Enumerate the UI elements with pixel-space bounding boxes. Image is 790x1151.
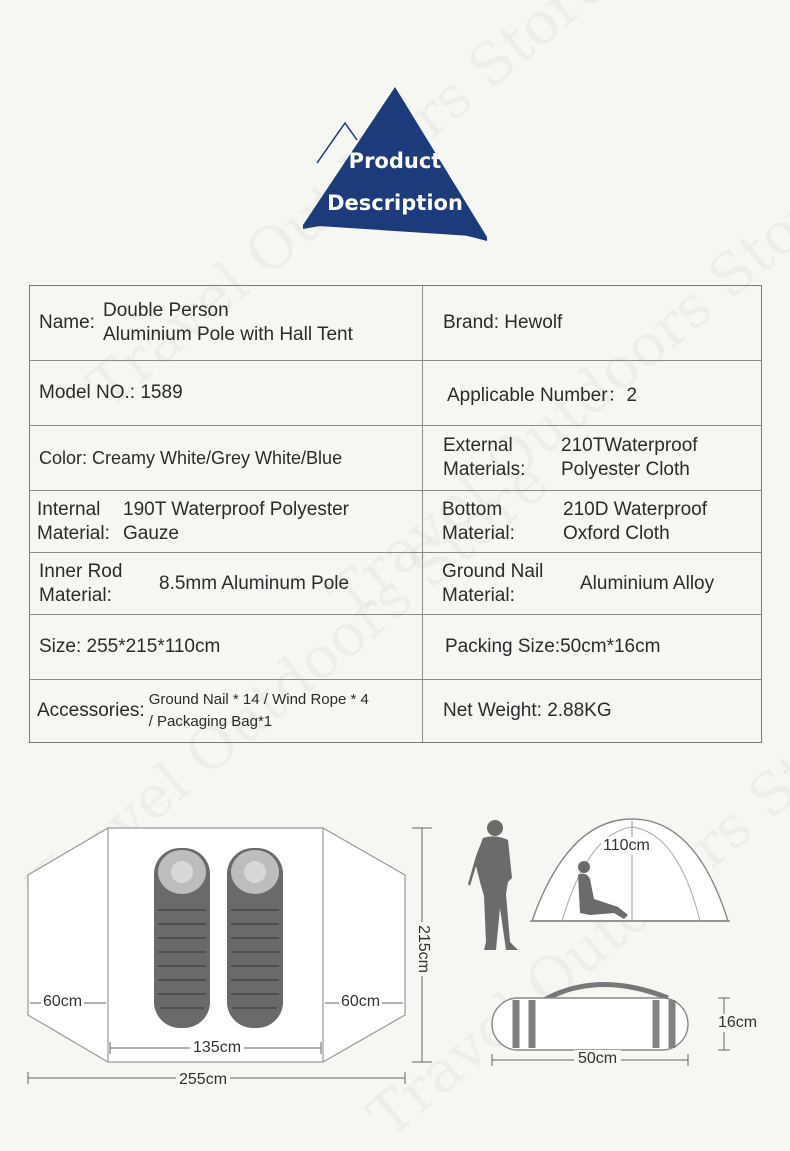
color-cell: Color: Creamy White/Grey White/Blue bbox=[30, 426, 423, 490]
internal-label-line: Material: bbox=[37, 522, 110, 544]
tent-side-view bbox=[528, 815, 733, 927]
external-materials-cell bbox=[423, 426, 761, 490]
size-cell: Size: 255*215*110cm bbox=[30, 615, 423, 679]
header-title-line1: Product bbox=[348, 149, 442, 173]
name-value-line: Aluminium Pole with Hall Tent bbox=[102, 324, 353, 345]
accessories-cell bbox=[30, 680, 423, 742]
internal-value-line: Gauze bbox=[123, 522, 179, 544]
dim-total-width: 255cm bbox=[176, 1071, 230, 1089]
external-value bbox=[561, 434, 698, 482]
inner-rod-cell bbox=[30, 553, 423, 614]
accessories-value-line: / Packaging Bag*1 bbox=[148, 713, 273, 730]
bottom-label-line: Material: bbox=[442, 522, 515, 544]
dim-depth: 215cm bbox=[414, 922, 432, 976]
ground-nail-label-line: Ground Nail bbox=[442, 560, 544, 582]
inner-rod-label bbox=[39, 560, 151, 608]
bottom-material-cell bbox=[423, 491, 761, 552]
name-cell bbox=[30, 286, 423, 360]
bottom-value-line: Oxford Cloth bbox=[563, 522, 670, 544]
spec-row bbox=[30, 614, 761, 679]
accessories-value-line: Ground Nail * 14 / Wind Rope * 4 bbox=[148, 691, 369, 708]
bottom-label-line: Bottom bbox=[442, 498, 503, 520]
internal-value bbox=[123, 498, 349, 546]
bottom-value bbox=[563, 498, 707, 546]
dim-bag-length: 50cm bbox=[574, 1050, 621, 1068]
external-label bbox=[443, 434, 561, 482]
spec-table bbox=[29, 285, 762, 743]
internal-label bbox=[37, 498, 123, 546]
sleeping-bag-icon bbox=[154, 848, 210, 1028]
model-cell: Model NO.: 1589 bbox=[30, 361, 423, 425]
inner-rod-label-line: Inner Rod bbox=[39, 560, 123, 582]
net-weight-cell: Net Weight: 2.88KG bbox=[443, 700, 612, 721]
packing-size-cell: Packing Size:50cm*16cm bbox=[445, 636, 661, 657]
dim-inner-width: 135cm bbox=[190, 1039, 244, 1057]
spec-row bbox=[30, 286, 761, 360]
ground-nail-label bbox=[442, 560, 572, 608]
spec-row bbox=[30, 360, 761, 425]
name-value bbox=[103, 299, 353, 347]
brand-cell: Brand: Hewolf bbox=[443, 312, 563, 333]
applicable-number-cell: Applicable Number：2 bbox=[447, 384, 638, 406]
external-value-line: Polyester Cloth bbox=[561, 459, 690, 480]
header-title-line2: Description bbox=[327, 191, 463, 215]
external-label-line: External bbox=[443, 435, 513, 456]
floor-plan-diagram bbox=[20, 820, 440, 1100]
external-label-line: Materials: bbox=[443, 459, 526, 480]
sleeping-bag-icon bbox=[227, 848, 283, 1028]
internal-label-line: Internal bbox=[37, 498, 101, 520]
bottom-value-line: 210D Waterproof bbox=[563, 498, 707, 520]
dim-height: 110cm bbox=[603, 837, 650, 854]
product-description-header bbox=[295, 85, 495, 245]
external-value-line: 210TWaterproof bbox=[561, 435, 698, 456]
accessories-label: Accessories: bbox=[37, 700, 145, 721]
ground-nail-value: Aluminium Alloy bbox=[580, 572, 715, 594]
name-label: Name: bbox=[39, 312, 95, 333]
dim-side-right: 60cm bbox=[341, 993, 381, 1010]
person-icon bbox=[466, 816, 526, 956]
internal-value-line: 190T Waterproof Polyester bbox=[123, 498, 349, 520]
bottom-label bbox=[442, 498, 563, 546]
dim-bag-diameter: 16cm bbox=[718, 1014, 758, 1031]
inner-rod-label-line: Material: bbox=[39, 584, 112, 606]
accessories-value bbox=[149, 689, 369, 733]
spec-row bbox=[30, 679, 761, 742]
spec-row bbox=[30, 425, 761, 490]
ground-nail-cell bbox=[423, 553, 761, 614]
ground-nail-label-line: Material: bbox=[442, 584, 515, 606]
spec-row bbox=[30, 490, 761, 552]
dim-side-left: 60cm bbox=[43, 993, 83, 1010]
inner-rod-value: 8.5mm Aluminum Pole bbox=[159, 572, 350, 594]
spec-row bbox=[30, 552, 761, 614]
name-value-line: Double Person bbox=[102, 300, 229, 321]
internal-material-cell bbox=[30, 491, 423, 552]
